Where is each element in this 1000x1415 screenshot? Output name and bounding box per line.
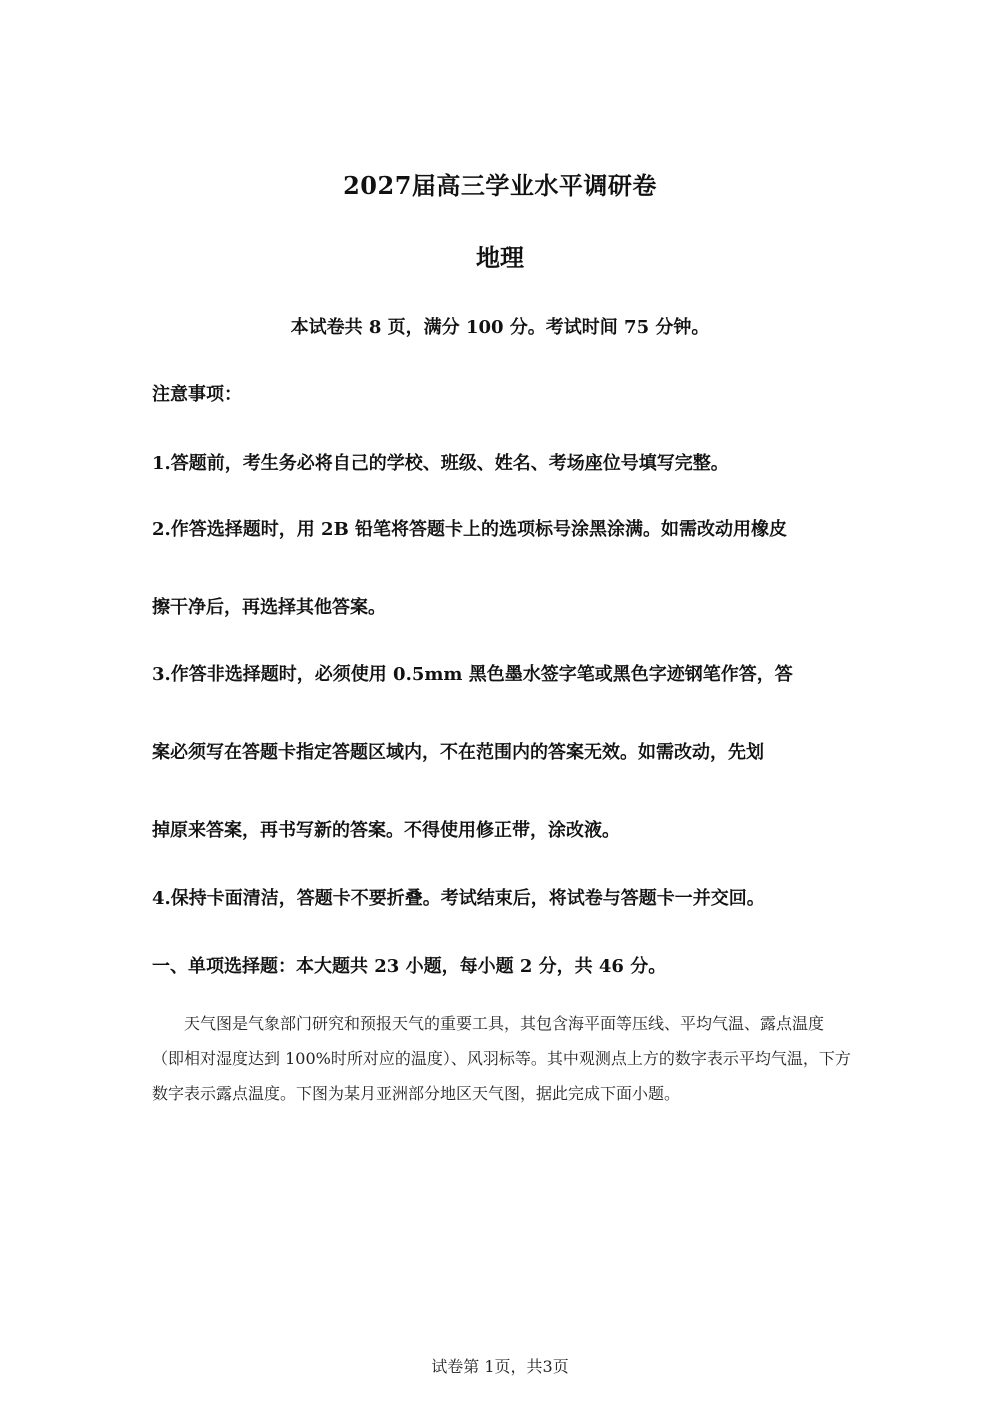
notice-item-4: 4.保持卡面清洁，答题卡不要折叠。考试结束后，将试卷与答题卡一并交回。 — [152, 888, 765, 909]
notice-item-1: 1.答题前，考生务必将自己的学校、班级、姓名、考场座位号填写完整。 — [152, 453, 729, 474]
section-title: 一、单项选择题：本大题共 23 小题，每小题 2 分，共 46 分。 — [152, 956, 667, 977]
passage-text: 天气图是气象部门研究和预报天气的重要工具，其包含海平面等压线、平均气温、露点温度（即相对湿度达到 100%时所对应的温度）、风羽标等。其中观测点上方的数字表示平均气温，下方数字表示露点温度。下图为某月亚洲部分地区天气图，据此完成下面小题。 — [152, 1014, 851, 1103]
notice-item-2-line-1: 2.作答选择题时，用 2B 铅笔将答题卡上的选项标号涂黑涂满。如需改动用橡皮 — [152, 519, 788, 540]
notice-item-3-line-2: 案必须写在答题卡指定答题区域内，不在范围内的答案无效。如需改动，先划 — [152, 742, 764, 763]
subject-title: 地理 — [476, 243, 524, 272]
notice-title: 注意事项： — [152, 384, 242, 405]
page-footer: 试卷第 1页，共3页 — [431, 1357, 569, 1376]
notice-item-3-line-3: 掉原来答案，再书写新的答案。不得使用修正带，涂改液。 — [152, 820, 620, 841]
exam-info: 本试卷共 8 页，满分 100 分。考试时间 75 分钟。 — [290, 317, 710, 338]
exam-title: 2027届高三学业水平调研卷 — [343, 171, 657, 200]
passage — [152, 1006, 852, 1111]
notice-item-3-line-1: 3.作答非选择题时，必须使用 0.5mm 黑色墨水签字笔或黑色字迹钢笔作答，答 — [152, 664, 793, 685]
notice-item-2-line-2: 擦干净后，再选择其他答案。 — [152, 597, 386, 618]
